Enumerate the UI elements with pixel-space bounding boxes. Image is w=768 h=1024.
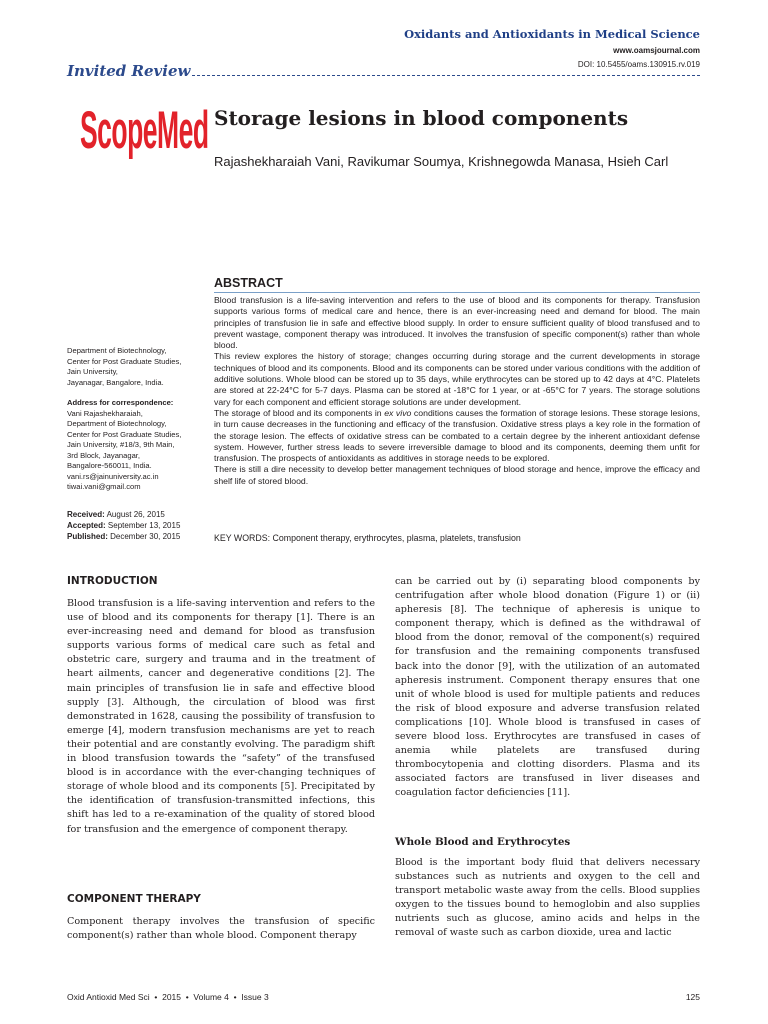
component-therapy-text: Component therapy involves the transfusion of specific component(s) rather than whole blood. Component therapy (67, 916, 375, 942)
article-title: Storage lesions in blood components (214, 106, 629, 130)
footer (67, 992, 700, 1002)
journal-url[interactable]: www.oamsjournal.com (613, 46, 700, 55)
affiliation: Department of Biotechnology, Center for Post Graduate Studies, Jain University, Jayanagar, Bangalore, India. (67, 346, 182, 387)
subsection-heading-whole-blood: Whole Blood and Erythrocytes (395, 836, 571, 848)
abstract-paragraph: This review explores the history of storage; changes occurring during storage and the current developments in storage techniques of blood and its components. Blood and its components can be stored under various conditions with the addition of additive solutions. Whole blood can be stored up to 35 days, while erythrocytes can be stored up to 42 days at 4°C. Platelets are stored at 22-24°C for 5-7 days. Plasma can be stored at -18°C for 1 year, or at -65°C for 7 years. The storage solutions vary for each component and efficient storage solutions are under development. (214, 351, 700, 407)
correspondence: Address for correspondence: Vani Rajashekharaiah, Department of Biotechnology, Center for Post Graduate Studies, Jain University, #18/3, 9th Main, 3rd Block, Jayanagar, Bangalore-560011, India. vani.rs@jainuniversity.ac.in tiwai.vani@gmail.com (67, 398, 192, 493)
abstract-rule (214, 292, 700, 293)
section-heading-introduction: INTRODUCTION (67, 575, 158, 587)
abstract-paragraph: The storage of blood and its components in ex vivo conditions causes the formation of storage lesions. These storage lesions, in turn cause decreases in the functioning and efficacy of the transfusion. Oxidative stress plays a key role in the formation of the storage lesion. The effects of oxidative stress can be combated to a certain degree by the inherent antioxidant defense system. However, further stress leads to severe irreversible damage to blood and its components, deeming them unfit for transfusion. The prospects of antioxidants as additives in storage needs to be explored. (214, 407, 700, 464)
introduction-text: Blood transfusion is a life-saving intervention and refers to the use of blood and its components for therapy [1]. There is an ever-increasing need and demand for blood as transfusion supports various forms of medical care such as fetal and obstetric care, surgery and trauma and in the treatment of heart ailments, cancer and degenerative conditions [2]. The main principles of transfusion lie in safe and effective blood supply [3]. Although, the circulation of blood was first demonstrated in 1628, causing the possibility of transfusion to emerge [4], modern transfusion mechanisms are yet to reach their potential and are constantly evolving. The paradigm shift in blood transfusion towards the “safety” of the transfused blood is in accordance with the ever-changing techniques of storage of whole blood and its components [5]. Precipitated by the identification of transfusion-transmitted infections, this shift has led to a re-examination of the quality of stored blood for transfusion and the emergence of component therapy. (67, 598, 375, 835)
email-link[interactable]: vani.rs@jainuniversity.ac.in (67, 471, 159, 481)
scopemed-logo: ScopeMed (80, 101, 209, 160)
email-link[interactable]: tiwai.vani@gmail.com (67, 482, 141, 491)
journal-name: Oxidants and Antioxidants in Medical Science (404, 27, 700, 41)
whole-blood-text: Blood is the important body fluid that delivers necessary substances such as nutrients and oxygen to the cell and transport metabolic waste away from the cells. Blood supplies oxygen to the tissues bound to hemoglobin and also supplies nutrients such as glucose, amino acids and helps in the removal of waste such as carbon dioxide, urea and lactic (395, 857, 700, 939)
component-therapy-continued: can be carried out by (i) separating blood components by centrifugation after whole blood donation (Figure 1) or (ii) apheresis [8]. The technique of apheresis is unique to component therapy, which is defined as the withdrawal of blood from the donor, removal of the component(s) required for transfusion and the remaining components transfused back into the donor [9], with the utilization of an automated apheresis instrument. Component therapy ensures that one unit of whole blood is used for multiple patients and reduces the risk of blood exposure and adverse transfusion related complications [10]. Whole blood is transfused in cases of severe blood loss. Erythrocytes are transfused in cases of anemia while platelets are transfused during thrombocytopenia and clotting disorders. Plasma and its associated factors are transfused in liver diseases and coagulation factor deficiencies [11]. (395, 576, 700, 799)
page-number: 125 (685, 992, 700, 1002)
header-rule (192, 75, 700, 76)
authors: Rajashekharaiah Vani, Ravikumar Soumya, Krishnegowda Manasa, Hsieh Carl (214, 154, 669, 169)
citation: Oxid Antioxid Med Sci • 2015 • Volume 4 • Issue 3 (67, 992, 269, 1002)
keywords: KEY WORDS: Component therapy, erythrocytes, plasma, platelets, transfusion (214, 533, 521, 543)
article-type: Invited Review (67, 62, 191, 80)
abstract-paragraph: There is still a dire necessity to develop better management techniques of blood storage and hence, improve the efficacy and shelf life of stored blood. (214, 464, 700, 486)
section-heading-component-therapy: COMPONENT THERAPY (67, 893, 201, 905)
doi: DOI: 10.5455/oams.130915.rv.019 (577, 60, 700, 69)
abstract-paragraph: Blood transfusion is a life-saving intervention and refers to the use of blood and its components for therapy. Transfusion supports various forms of medical care and hence, there is an ever-increasing need and demand for blood. The main principles of transfusion lie in safe and effective blood supply. In order to ensure sufficient quality of blood transfused and to prevent wastage, component therapy was introduced. It involves the transfusion of specific component(s) rather than whole blood. (214, 295, 700, 351)
abstract-body (214, 295, 700, 487)
abstract-heading: ABSTRACT (214, 276, 283, 290)
article-dates: Received: August 26, 2015 Accepted: September 13, 2015 Published: December 30, 2015 (67, 510, 181, 541)
